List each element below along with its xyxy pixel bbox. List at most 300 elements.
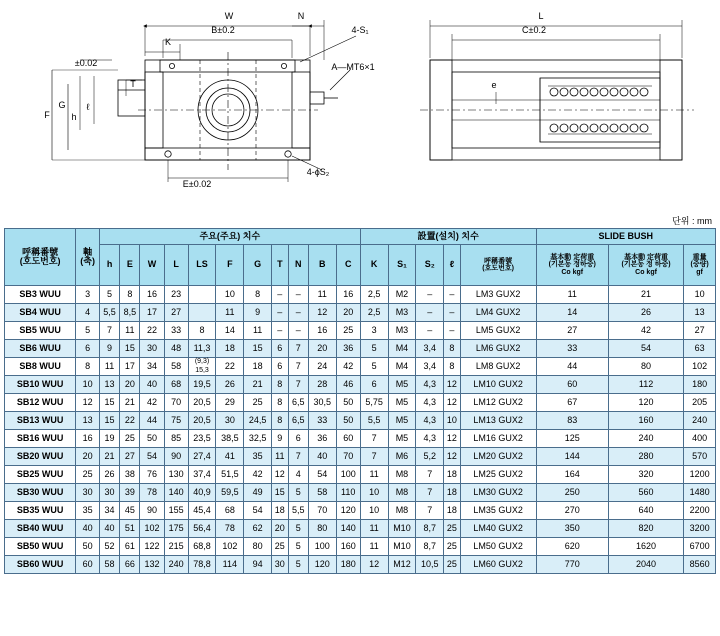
drawing-label: A—MT6×1 [331, 62, 375, 72]
cell-value: 320 [608, 466, 683, 484]
cell-value: 14 [216, 322, 244, 340]
cell-value: 25 [120, 430, 140, 448]
cell-value: 15 [99, 394, 119, 412]
cell-value: 18 [444, 502, 461, 520]
drawing-label: G [58, 100, 66, 110]
cell-value: 16 [76, 430, 100, 448]
cell-value: 40 [76, 520, 100, 538]
cell-value: 4,3 [416, 430, 444, 448]
cell-value: 48 [164, 340, 188, 358]
col-header: W [140, 245, 164, 286]
cell-value: 102 [140, 520, 164, 538]
cell-value: 30 [76, 484, 100, 502]
cell-value: 16 [336, 286, 360, 304]
cell-value: M2 [388, 286, 416, 304]
cell-designation: SB35 WUU [5, 502, 76, 520]
cell-value: 49 [244, 484, 272, 502]
cell-value: LM40 GUX2 [460, 520, 536, 538]
cell-value: 28 [308, 376, 336, 394]
cell-value: 59,5 [216, 484, 244, 502]
cell-value: 41 [216, 448, 244, 466]
table-row [5, 520, 716, 538]
cell-value: 45,4 [188, 502, 216, 520]
cell-value: 4,3 [416, 412, 444, 430]
spec-table [4, 228, 716, 574]
cell-value: 4 [76, 304, 100, 322]
cell-value: 83 [536, 412, 608, 430]
cell-value: 4,3 [416, 394, 444, 412]
cell-value: 78 [140, 484, 164, 502]
cell-value: 11 [308, 286, 336, 304]
table-row [5, 466, 716, 484]
col-header: L [164, 245, 188, 286]
cell-value: 46 [336, 376, 360, 394]
cell-value: 125 [536, 430, 608, 448]
cell-designation: SB50 WUU [5, 538, 76, 556]
cell-value: 112 [608, 376, 683, 394]
cell-value: 205 [684, 394, 716, 412]
cell-designation: SB10 WUU [5, 376, 76, 394]
cell-value: 10,5 [416, 556, 444, 574]
cell-value: M4 [388, 358, 416, 376]
cell-value: 8 [76, 358, 100, 376]
cell-value: 8 [272, 394, 289, 412]
cell-value: 120 [336, 502, 360, 520]
cell-value: 6 [288, 430, 308, 448]
cell-value: 30 [140, 340, 164, 358]
cell-value: 20,5 [188, 394, 216, 412]
cell-value: 94 [244, 556, 272, 574]
cell-value: 12 [444, 448, 461, 466]
drawing-label: ℓ [86, 102, 90, 112]
cell-value: 12 [444, 394, 461, 412]
cell-value: 16 [140, 286, 164, 304]
cell-value: 80 [244, 538, 272, 556]
cell-value: 24,5 [244, 412, 272, 430]
cell-value: 7 [360, 430, 388, 448]
cell-value: 100 [336, 466, 360, 484]
cell-value [188, 286, 216, 304]
col-header-shaft: 軸 (축) [76, 229, 100, 286]
cell-designation: SB40 WUU [5, 520, 76, 538]
column-header-row [5, 245, 716, 286]
cell-value: M4 [388, 340, 416, 358]
cell-value: 6700 [684, 538, 716, 556]
cell-value: LM50 GUX2 [460, 538, 536, 556]
cell-value: M5 [388, 376, 416, 394]
cell-value: M12 [388, 556, 416, 574]
cell-value: 5 [288, 484, 308, 502]
cell-value: 25 [444, 538, 461, 556]
cell-value: 85 [164, 430, 188, 448]
cell-value: 9 [272, 430, 289, 448]
col-header: S₁ [388, 245, 416, 286]
cell-value: 17 [140, 304, 164, 322]
group-header-mounting-dims: 設置(설치) 치수 [360, 229, 536, 245]
cell-value: 36 [308, 430, 336, 448]
cell-value: 160 [336, 538, 360, 556]
drawing-label: L [538, 11, 544, 21]
cell-value: 18 [272, 502, 289, 520]
cell-value: 2040 [608, 556, 683, 574]
cell-value: – [416, 286, 444, 304]
cell-value: 155 [164, 502, 188, 520]
cell-value: 52 [99, 538, 119, 556]
cell-value: 42 [608, 322, 683, 340]
cell-value: 33 [536, 340, 608, 358]
cell-value: 164 [536, 466, 608, 484]
table-row [5, 358, 716, 376]
cell-value: 40 [140, 376, 164, 394]
cell-value: 13 [684, 304, 716, 322]
cell-value: – [444, 286, 461, 304]
group-header-row [5, 229, 716, 245]
cell-value: 11 [360, 520, 388, 538]
cell-value: 4 [288, 466, 308, 484]
cell-value: 18 [444, 466, 461, 484]
col-header: T [272, 245, 289, 286]
cell-value: 15 [244, 340, 272, 358]
cell-value: 11 [120, 322, 140, 340]
cell-value: 90 [164, 448, 188, 466]
cell-value: 90 [140, 502, 164, 520]
cell-value: 76 [140, 466, 164, 484]
cell-value: 54 [140, 448, 164, 466]
cell-value: 7 [360, 448, 388, 466]
cell-value: 20 [76, 448, 100, 466]
cell-value: – [444, 322, 461, 340]
cell-value: 10 [444, 412, 461, 430]
cell-value: 12 [272, 466, 289, 484]
cell-value: – [444, 304, 461, 322]
cell-value: 66 [120, 556, 140, 574]
cell-value: 70 [336, 448, 360, 466]
cell-value: 8,7 [416, 520, 444, 538]
cell-designation: SB4 WUU [5, 304, 76, 322]
cell-value: 68 [164, 376, 188, 394]
cell-value: 11,3 [188, 340, 216, 358]
cell-value: 5,2 [416, 448, 444, 466]
cell-value: 45 [120, 502, 140, 520]
cell-value: 12 [308, 304, 336, 322]
table-row [5, 502, 716, 520]
cell-value: LM6 GUX2 [460, 340, 536, 358]
cell-value: 10 [684, 286, 716, 304]
cell-value: 25 [336, 322, 360, 340]
cell-value: 240 [164, 556, 188, 574]
cell-value: 44 [536, 358, 608, 376]
cell-value: 21 [244, 376, 272, 394]
cell-value: M8 [388, 466, 416, 484]
cell-value: 160 [608, 412, 683, 430]
cell-value: 11 [360, 466, 388, 484]
unit-note: 단위 : mm [672, 216, 712, 226]
cell-value: 6,5 [288, 412, 308, 430]
cell-value: 78 [216, 520, 244, 538]
drawing-label: W [224, 11, 234, 21]
cell-value: 30,5 [308, 394, 336, 412]
cell-value: 280 [608, 448, 683, 466]
table-row [5, 286, 716, 304]
cell-value: 60 [536, 376, 608, 394]
cell-value: 10 [216, 286, 244, 304]
cell-value: 37,4 [188, 466, 216, 484]
cell-value: 21 [120, 394, 140, 412]
cell-value: 33 [164, 322, 188, 340]
table-row [5, 412, 716, 430]
cell-value: 12 [360, 556, 388, 574]
cell-value: 5,75 [360, 394, 388, 412]
col-header: S₂ [416, 245, 444, 286]
cell-value: 18 [444, 484, 461, 502]
cell-value: 20,5 [188, 412, 216, 430]
cell-value: 560 [608, 484, 683, 502]
cell-value: 38,5 [216, 430, 244, 448]
cell-value [188, 304, 216, 322]
cell-value: – [416, 304, 444, 322]
cell-value: 5,5 [99, 304, 119, 322]
cell-value: 2,5 [360, 304, 388, 322]
cell-value: 10 [360, 484, 388, 502]
cell-value: 8560 [684, 556, 716, 574]
col-header: C [336, 245, 360, 286]
drawing-label: T [130, 79, 136, 89]
cell-value: 35 [244, 448, 272, 466]
drawing-svg [0, 0, 720, 212]
cell-value: 6 [272, 340, 289, 358]
cell-value: 7 [288, 340, 308, 358]
cell-value: 180 [684, 376, 716, 394]
cell-value: M5 [388, 430, 416, 448]
col-header: 呼稱番號 (호도번호) [460, 245, 536, 286]
cell-value: 770 [536, 556, 608, 574]
cell-value: 8,7 [416, 538, 444, 556]
cell-value: – [288, 286, 308, 304]
cell-value: 20 [272, 520, 289, 538]
cell-value: 4,3 [416, 376, 444, 394]
cell-value: 51 [120, 520, 140, 538]
cell-value: 42 [140, 394, 164, 412]
col-header: 基本動 定荷重 (기본동 정 하중) Co kgf [608, 245, 683, 286]
col-header: N [288, 245, 308, 286]
cell-value: 6 [360, 376, 388, 394]
cell-value: 25 [444, 520, 461, 538]
col-header: LS [188, 245, 216, 286]
cell-value: 620 [536, 538, 608, 556]
cell-value: 78,8 [188, 556, 216, 574]
cell-value: 50 [336, 412, 360, 430]
cell-value: 122 [140, 538, 164, 556]
cell-value: 12 [444, 376, 461, 394]
drawing-label: 4-S₁ [351, 25, 369, 35]
table-row [5, 394, 716, 412]
cell-value: 2,5 [360, 286, 388, 304]
drawing-label: B±0.2 [211, 25, 235, 35]
cell-value: 140 [164, 484, 188, 502]
cell-value: 27 [120, 448, 140, 466]
cell-value: 5,5 [360, 412, 388, 430]
table-head [5, 229, 716, 286]
col-header: h [99, 245, 119, 286]
cell-value: 60 [76, 556, 100, 574]
cell-value: 11 [99, 358, 119, 376]
cell-value: 8 [272, 412, 289, 430]
cell-value: 9 [99, 340, 119, 358]
cell-value: 3,4 [416, 358, 444, 376]
cell-value: 22 [216, 358, 244, 376]
cell-value: 110 [336, 484, 360, 502]
drawing-label: ±0.02 [74, 58, 98, 68]
cell-value: 80 [608, 358, 683, 376]
cell-value: 51,5 [216, 466, 244, 484]
cell-value: LM10 GUX2 [460, 376, 536, 394]
cell-value: 33 [308, 412, 336, 430]
cell-value: 5 [360, 358, 388, 376]
cell-value: 7 [99, 322, 119, 340]
table-row [5, 376, 716, 394]
cell-designation: SB25 WUU [5, 466, 76, 484]
cell-value: LM3 GUX2 [460, 286, 536, 304]
cell-value: 50 [336, 394, 360, 412]
cell-value: 250 [536, 484, 608, 502]
col-header: ℓ [444, 245, 461, 286]
cell-value: 19,5 [188, 376, 216, 394]
cell-value: 19 [99, 430, 119, 448]
cell-value: 29 [216, 394, 244, 412]
cell-value: 175 [164, 520, 188, 538]
cell-value: 50 [76, 538, 100, 556]
cell-value: 120 [608, 394, 683, 412]
cell-value: 58 [99, 556, 119, 574]
cell-value: 68,8 [188, 538, 216, 556]
cell-value: 40 [308, 448, 336, 466]
cell-value: 20 [308, 340, 336, 358]
cell-value: 5,5 [288, 502, 308, 520]
cell-value: 350 [536, 520, 608, 538]
cell-value: 102 [684, 358, 716, 376]
table-row [5, 448, 716, 466]
cell-value: 8 [444, 358, 461, 376]
technical-drawing [0, 0, 720, 212]
cell-value: 42 [336, 358, 360, 376]
drawing-label: e [491, 80, 497, 90]
cell-value: 16 [308, 322, 336, 340]
cell-value: 1480 [684, 484, 716, 502]
cell-value: LM5 GUX2 [460, 322, 536, 340]
cell-value: 32,5 [244, 430, 272, 448]
cell-value: 400 [684, 430, 716, 448]
cell-value: 34 [99, 502, 119, 520]
cell-value: 30 [216, 412, 244, 430]
cell-value: (9,3) 15,3 [188, 358, 216, 376]
table-body [5, 286, 716, 574]
cell-value: 5 [99, 286, 119, 304]
drawing-label: N [297, 11, 305, 21]
cell-value: 27 [164, 304, 188, 322]
cell-value: 7 [416, 466, 444, 484]
cell-value: 22 [120, 412, 140, 430]
cell-value: 13 [99, 376, 119, 394]
cell-value: 132 [140, 556, 164, 574]
cell-designation: SB16 WUU [5, 430, 76, 448]
col-header: E [120, 245, 140, 286]
cell-value: – [272, 304, 289, 322]
col-header: K [360, 245, 388, 286]
table-row [5, 340, 716, 358]
table-row [5, 484, 716, 502]
cell-value: 114 [216, 556, 244, 574]
cell-designation: SB13 WUU [5, 412, 76, 430]
cell-value: 25 [76, 466, 100, 484]
cell-value: 10 [76, 376, 100, 394]
cell-value: LM16 GUX2 [460, 430, 536, 448]
cell-value: 21 [608, 286, 683, 304]
cell-designation: SB30 WUU [5, 484, 76, 502]
cell-value: 38 [120, 466, 140, 484]
cell-value: 6 [272, 358, 289, 376]
group-header-main-dims: 주요(주요) 치수 [99, 229, 360, 245]
table-row [5, 430, 716, 448]
cell-value: 80 [308, 520, 336, 538]
cell-value: 240 [684, 412, 716, 430]
drawing-label: h [71, 112, 77, 122]
cell-value: 39 [120, 484, 140, 502]
cell-designation: SB12 WUU [5, 394, 76, 412]
cell-value: 40,9 [188, 484, 216, 502]
cell-value: 20 [336, 304, 360, 322]
cell-value: 63 [684, 340, 716, 358]
cell-value: 3 [360, 322, 388, 340]
cell-value: 5 [360, 340, 388, 358]
cell-value: M8 [388, 502, 416, 520]
cell-value: 8,5 [120, 304, 140, 322]
cell-value: 50 [140, 430, 164, 448]
cell-value: M6 [388, 448, 416, 466]
cell-value: 24 [308, 358, 336, 376]
cell-value: – [288, 304, 308, 322]
cell-designation: SB6 WUU [5, 340, 76, 358]
cell-value: 11 [244, 322, 272, 340]
cell-value: 8 [244, 286, 272, 304]
cell-value: 36 [336, 340, 360, 358]
cell-value: 240 [608, 430, 683, 448]
cell-value: 18 [244, 358, 272, 376]
cell-value: 8 [444, 340, 461, 358]
cell-value: 27 [684, 322, 716, 340]
cell-value: 6,5 [288, 394, 308, 412]
cell-value: 11 [216, 304, 244, 322]
cell-value: 62 [244, 520, 272, 538]
cell-value: 54 [244, 502, 272, 520]
cell-value: 11 [272, 448, 289, 466]
cell-value: 13 [76, 412, 100, 430]
cell-value: 70 [164, 394, 188, 412]
col-header: 重量 (중량) gf [684, 245, 716, 286]
cell-value: 26 [216, 376, 244, 394]
cell-value: 1200 [684, 466, 716, 484]
cell-value: 23 [164, 286, 188, 304]
cell-value: 61 [120, 538, 140, 556]
cell-value: – [272, 322, 289, 340]
col-header: B [308, 245, 336, 286]
cell-value: 70 [308, 502, 336, 520]
table-row [5, 304, 716, 322]
cell-value: 25 [444, 556, 461, 574]
cell-value: LM12 GUX2 [460, 394, 536, 412]
table-row [5, 322, 716, 340]
cell-value: 1620 [608, 538, 683, 556]
cell-value: LM35 GUX2 [460, 502, 536, 520]
